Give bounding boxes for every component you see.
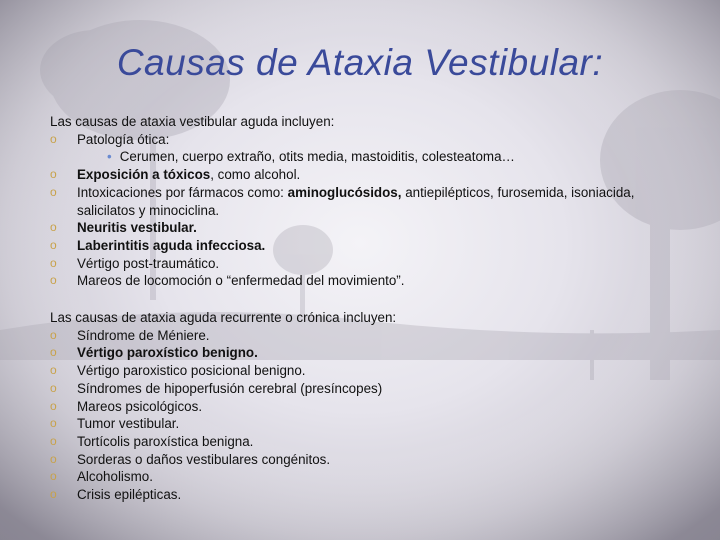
chronic-intro: Las causas de ataxia aguda recurrente o crónica incluyen: (50, 310, 397, 326)
bullet-marker: o (50, 184, 57, 199)
list-item: o Vértigo paroxistico posicional benigno. (50, 363, 306, 379)
bullet-marker: o (50, 255, 57, 270)
bullet-marker: o (50, 327, 57, 342)
list-item: o Tortícolis paroxística benigna. (50, 433, 254, 449)
sub-list-item: • Cerumen, cuerpo extraño, otits media, mastoiditis, colesteatoma… (107, 149, 515, 165)
list-item: o Neuritis vestibular. (50, 220, 197, 236)
bullet-marker: o (50, 451, 57, 466)
list-item: o Alcoholismo. (50, 469, 153, 485)
list-item: o Mareos psicológicos. (50, 398, 203, 414)
bullet-marker: o (50, 131, 57, 146)
sub-list (77, 148, 690, 166)
sub-bullet-marker: • (107, 149, 112, 165)
bullet-marker: o (50, 220, 57, 235)
section-gap (50, 290, 690, 309)
bullet-marker: o (50, 237, 57, 252)
list-item: o Exposición a tóxicos, como alcohol. (50, 167, 301, 183)
slide-content (50, 113, 690, 504)
bullet-marker: o (50, 433, 57, 448)
bullet-marker: o (50, 398, 57, 413)
bullet-marker: o (50, 416, 57, 431)
chronic-list (50, 327, 690, 504)
bullet-marker: o (50, 469, 57, 484)
bullet-marker: o (50, 363, 57, 378)
list-item: o Crisis epilépticas. (50, 487, 182, 503)
list-item: o Vértigo post-traumático. (50, 255, 220, 271)
list-item: o Mareos de locomoción o “enfermedad del movimiento”. (50, 273, 405, 289)
bullet-marker: o (50, 167, 57, 182)
bullet-marker: o (50, 273, 57, 288)
list-item: o Vértigo paroxístico benigno. (50, 345, 258, 361)
list-item: o Patología ótica: • Cerumen, cuerpo extraño, otits media, mastoiditis, colesteatoma… (50, 131, 690, 166)
bullet-marker: o (50, 487, 57, 502)
list-item: o Laberintitis aguda infecciosa. (50, 237, 266, 253)
bullet-marker: o (50, 345, 57, 360)
list-item: o Tumor vestibular. (50, 416, 180, 432)
list-item: o Sorderas o daños vestibulares congénitos. (50, 451, 331, 467)
list-item: o Intoxicaciones por fármacos como: aminoglucósidos, antiepilépticos, furosemida, isoniacida, salicilatos y minociclina. (50, 184, 635, 218)
list-item: o Síndromes de hipoperfusión cerebral (presíncopes) (50, 380, 383, 396)
slide-title: Causas de Ataxia Vestibular: (116, 42, 604, 83)
list-item: o Síndrome de Méniere. (50, 327, 210, 343)
bullet-marker: o (50, 380, 57, 395)
acute-list (50, 131, 690, 290)
acute-intro: Las causas de ataxia vestibular aguda incluyen: (50, 114, 335, 129)
